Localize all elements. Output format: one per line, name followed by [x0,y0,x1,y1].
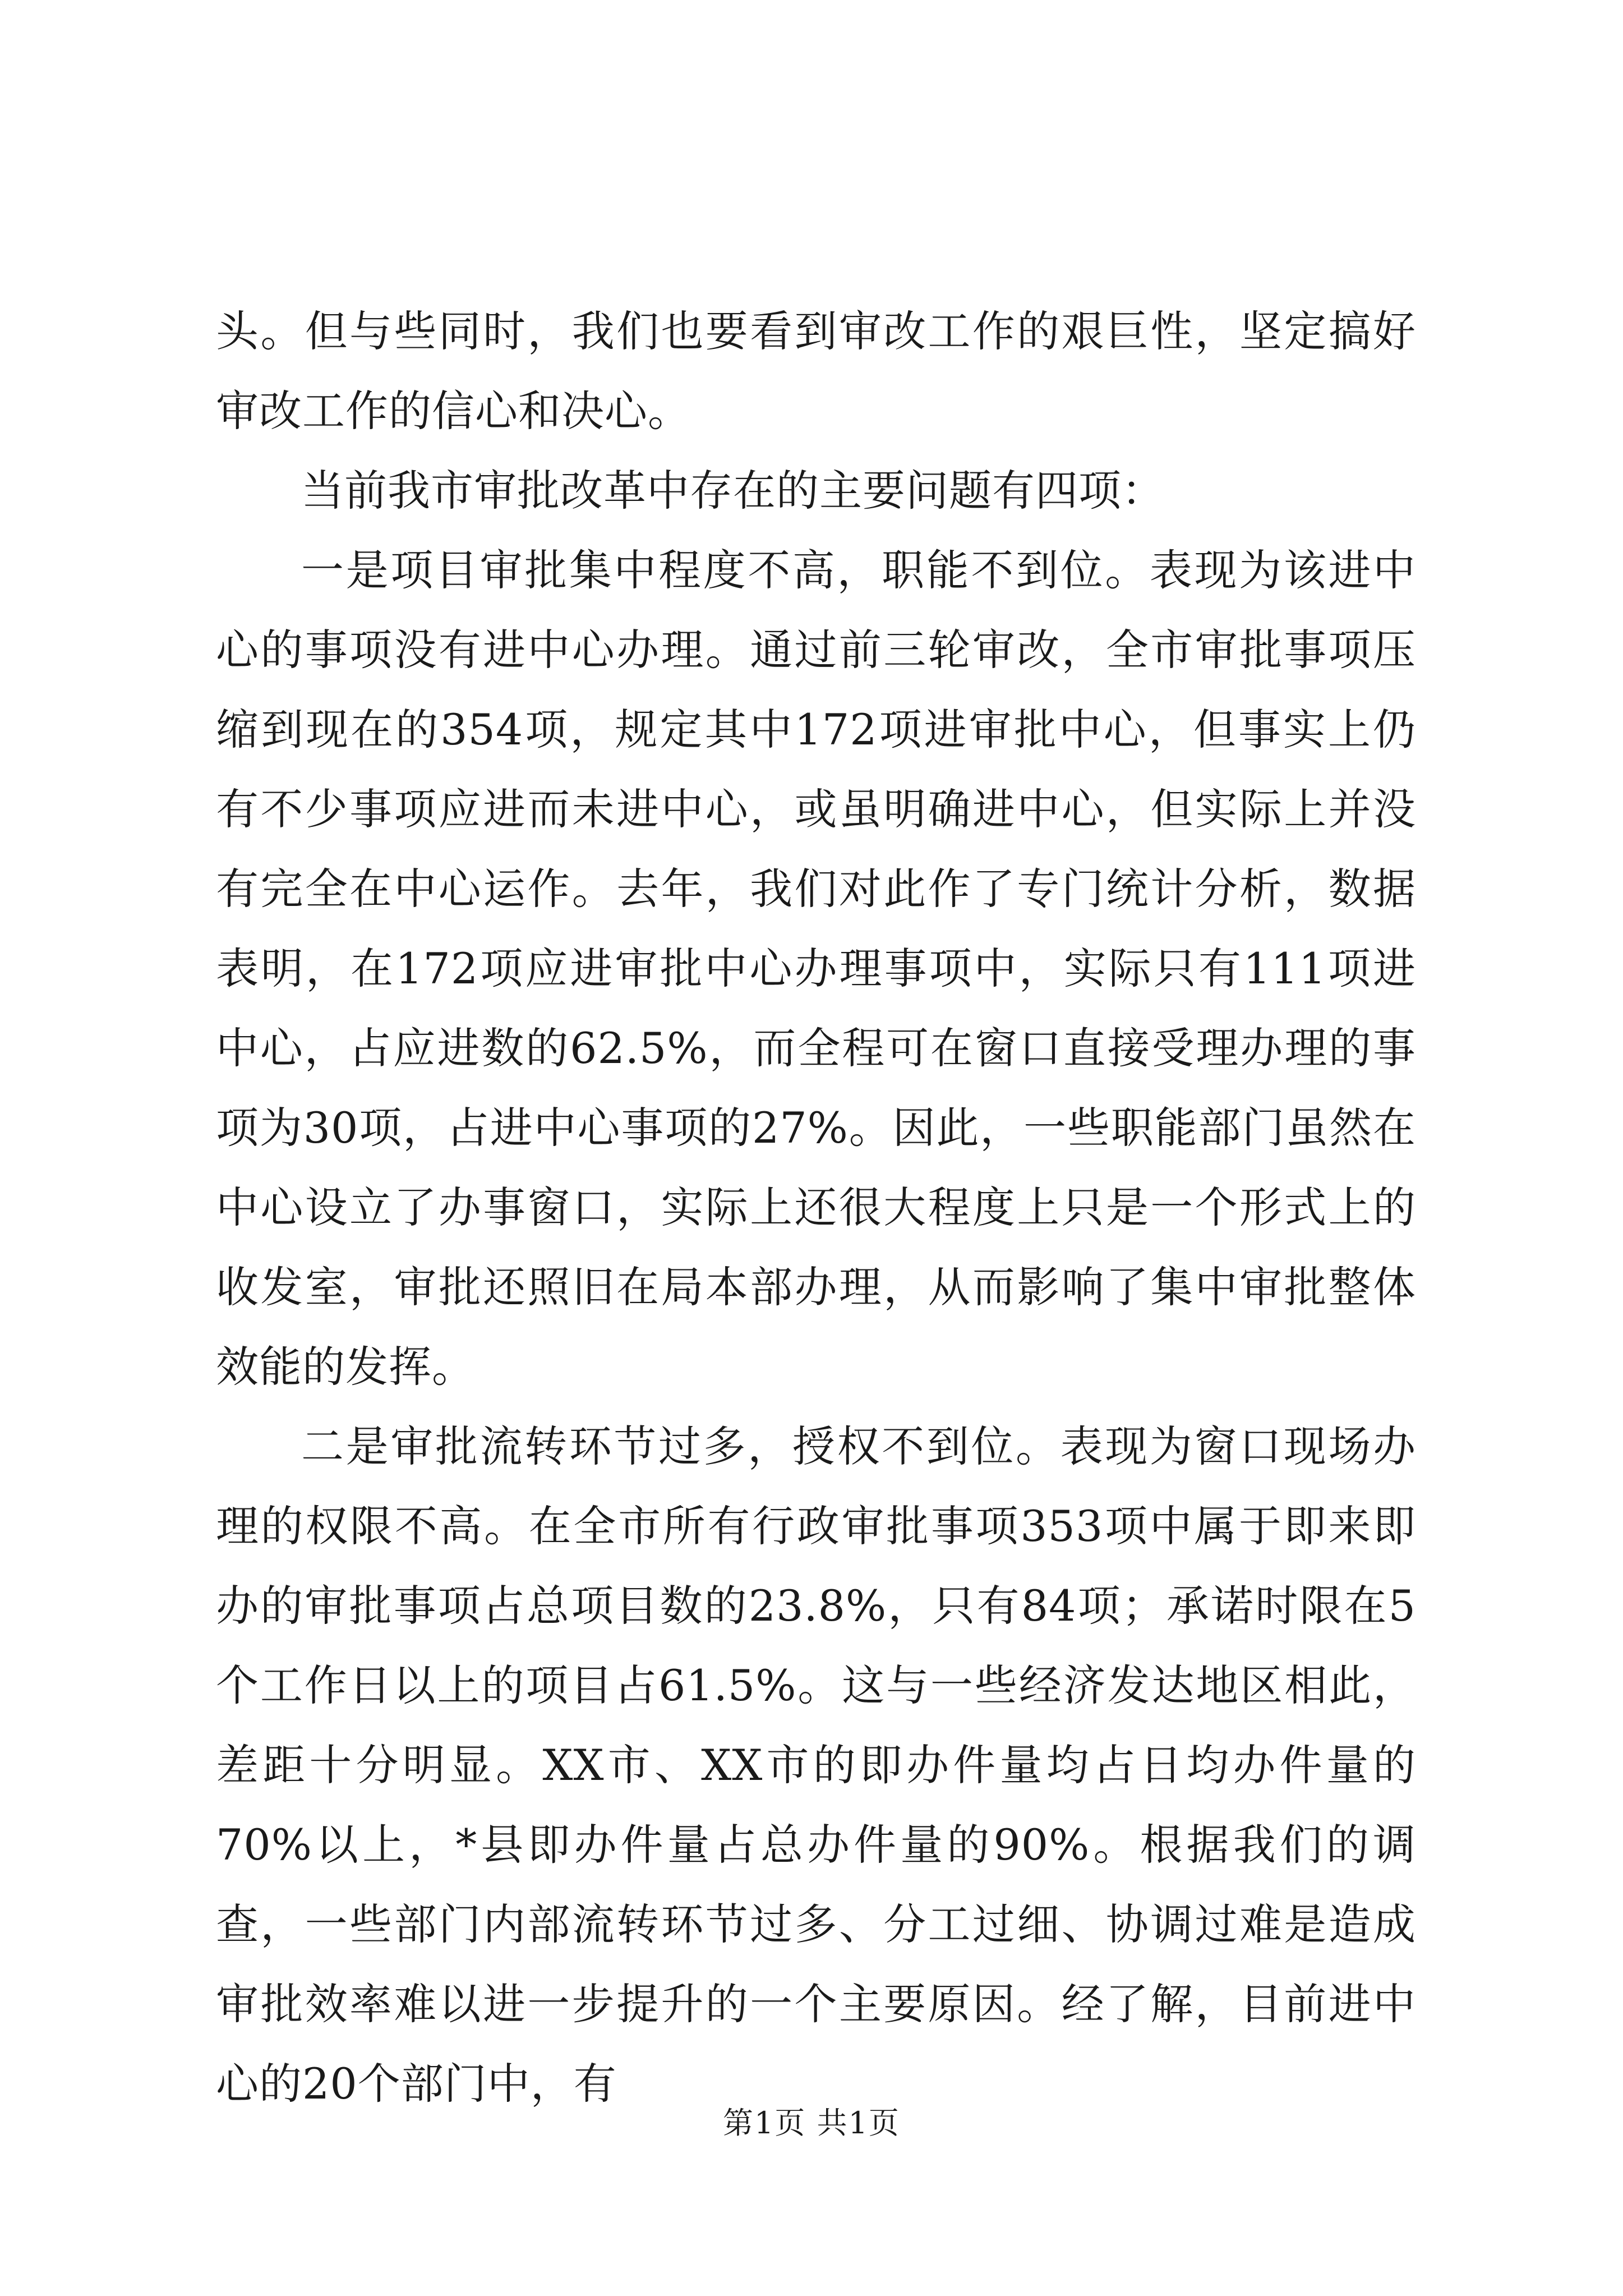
paragraph-issue-two: 二是审批流转环节过多，授权不到位。表现为窗口现场办理的权限不高。在全市所有行政审批事项353项中属于即来即办的审批事项占总项目数的23.8%，只有84项；承诺时限在5个工作日以上的项目占61.5%。这与一些经济发达地区相此，差距十分明显。XX市、XX市的即办件量均占日均办件量的70%以上，*县即办件量占总办件量的90%。根据我们的调查，一些部门内部流转环节过多、分工过细、协调过难是造成审批效率难以进一步提升的一个主要原因。经了解，目前进中心的20个部门中，有 [216,1421,1416,2109]
paragraph-intro: 当前我市审批改革中存在的主要问题有四项： [301,466,1165,516]
body-text [216,292,1416,2124]
paragraph-continuation: 头。但与些同时，我们也要看到审改工作的艰巨性，坚定搞好审改工作的信心和决心。 [216,306,1416,436]
page-number: 第1页 共1页 [723,2105,900,2141]
paragraph-issue-one: 一是项目审批集中程度不高，职能不到位。表现为该进中心的事项没有进中心办理。通过前三轮审改，全市审批事项压缩到现在的354项，规定其中172项进审批中心，但事实上仍有不少事项应进而未进中心，或虽明确进中心，但实际上并没有完全在中心运作。去年，我们对此作了专门统计分析，数据表明，在172项应进审批中心办理事项中，实际只有111项进中心，占应进数的62.5%，而全程可在窗口直接受理办理的事项为30项，占进中心事项的27%。因此，一些职能部门虽然在中心设立了办事窗口，实际上还很大程度上只是一个形式上的收发室，审批还照旧在局本部办理，从而影响了集中审批整体效能的发挥。 [216,545,1416,1392]
